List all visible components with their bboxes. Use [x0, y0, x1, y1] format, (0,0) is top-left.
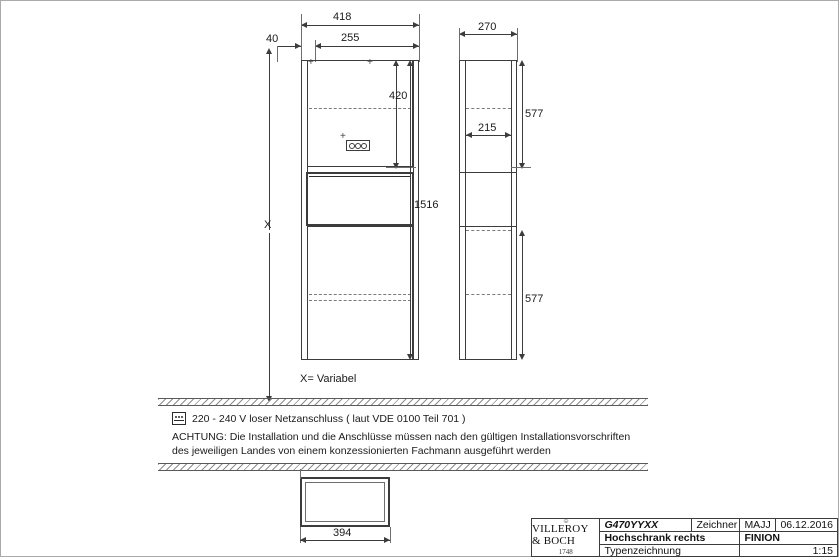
side-division-2: [459, 226, 517, 227]
drawer-label: Zeichner: [692, 519, 740, 531]
dim-label-418: 418: [333, 11, 352, 23]
side-division-1: [459, 172, 517, 173]
fixing-cross-socket: +: [340, 131, 346, 142]
ext-line-418-left: [301, 14, 302, 62]
brand-year: 1748: [558, 548, 573, 556]
side-shelf-dashed-3: [466, 294, 511, 295]
ext-line-418-right: [419, 14, 420, 62]
dim-label-40: 40: [266, 33, 279, 45]
ext-line-270-left: [459, 28, 460, 62]
dim-arrow-420-up: [393, 60, 399, 66]
dim-arrow-577l-down: [519, 354, 525, 360]
dim-arrow-215-right: [505, 132, 511, 138]
fixing-cross-left: +: [308, 57, 314, 68]
fixing-cross-right: +: [367, 57, 373, 68]
dim-line-1516: [410, 62, 411, 358]
side-shelf-dashed-1: [466, 108, 511, 109]
front-lower-compartment: [307, 226, 413, 360]
dim-arrow-1516-up: [407, 60, 413, 66]
dim-line-577-upper: [522, 62, 523, 167]
drawing-scale: 1:15: [812, 545, 833, 557]
title-block: [531, 518, 838, 557]
product-name: Hochschrank rechts: [600, 532, 740, 544]
plan-ext-left-top: [300, 469, 301, 479]
ext-line-255-left: [315, 40, 316, 62]
dim-label-420: 420: [389, 90, 408, 102]
dim-line-420: [396, 62, 397, 167]
front-lower-shelf-dashed-2: [309, 300, 411, 301]
floor-line-1b: [158, 405, 648, 406]
dim-label-215: 215: [478, 122, 497, 134]
x-variable-legend: X= Variabel: [300, 373, 357, 385]
ext-line-394-right: [390, 527, 391, 543]
plan-view-inner: [305, 482, 385, 522]
note-warning-line2: des jeweiligen Landes von einem konzessionierten Fachmann ausgeführt werden: [172, 445, 551, 457]
dim-arrow-215-left: [466, 132, 472, 138]
dim-label-577-upper: 577: [525, 108, 544, 120]
dim-arrow-394-right: [384, 537, 390, 543]
ext-line-270-right: [517, 28, 518, 62]
ext-line-577-upper: [511, 167, 531, 168]
dim-line-418: [301, 25, 419, 26]
ext-line-40: [277, 46, 278, 62]
dim-arrow-255-right: [413, 43, 419, 49]
title-block-row-product: [600, 532, 837, 545]
front-lower-shelf-dashed: [309, 294, 411, 295]
title-block-row-type: [600, 545, 837, 557]
collection-name: FINION: [744, 532, 781, 544]
dim-line-270: [459, 34, 517, 35]
note-warning-line1: ACHTUNG: Die Installation und die Anschlüsse müssen nach den gültigen Installationsvorschriften: [172, 431, 631, 443]
side-shelf-dashed-2: [466, 230, 511, 231]
dim-arrow-420-down: [393, 163, 399, 169]
dim-arrow-1516-down: [407, 354, 413, 360]
dim-arrow-40-right: [295, 43, 301, 49]
drawing-date: 06.12.2016: [780, 519, 833, 531]
side-inner-front-wall: [465, 60, 466, 360]
x-dim-line-lower: [269, 233, 270, 399]
x-mark-label: X: [264, 219, 272, 231]
ext-line-420-bottom: [386, 167, 416, 168]
dim-label-270: 270: [478, 21, 497, 33]
dim-line-255: [315, 46, 419, 47]
dim-line-577-lower: [522, 232, 523, 358]
front-drawer-top-edge: [309, 176, 411, 177]
dim-line-394: [300, 540, 390, 541]
front-drawer-module: [306, 172, 414, 226]
x-dim-arrow-up: [266, 48, 272, 54]
dim-arrow-577u-up: [519, 60, 525, 66]
socket-hole-3: [361, 143, 367, 149]
floor-line-2b: [158, 470, 648, 471]
drawer-initials: MAJJ: [740, 519, 776, 531]
brand-name: VILLEROY & BOCH: [532, 523, 589, 547]
dim-arrow-394-left: [300, 537, 306, 543]
article-number: G470YYXX: [600, 519, 692, 531]
dim-arrow-577u-down: [519, 163, 525, 169]
note-power: 220 - 240 V loser Netzanschluss ( laut VDE 0100 Teil 701 ): [192, 413, 466, 425]
power-socket-icon: [172, 412, 186, 425]
dim-arrow-577l-up: [519, 230, 525, 236]
title-block-fields: [600, 519, 837, 556]
dim-label-394: 394: [333, 527, 352, 539]
dim-label-577-lower: 577: [525, 293, 544, 305]
dim-label-255: 255: [341, 32, 360, 44]
side-cabinet-outline: [459, 60, 517, 360]
x-dim-line-upper: [269, 50, 270, 230]
dim-label-1516: 1516: [414, 199, 439, 211]
drawing-type: Typenzeichnung: [600, 545, 740, 557]
brand-logo: [532, 519, 600, 556]
title-block-row-article: [600, 519, 837, 532]
side-inner-back-wall: [511, 60, 512, 360]
